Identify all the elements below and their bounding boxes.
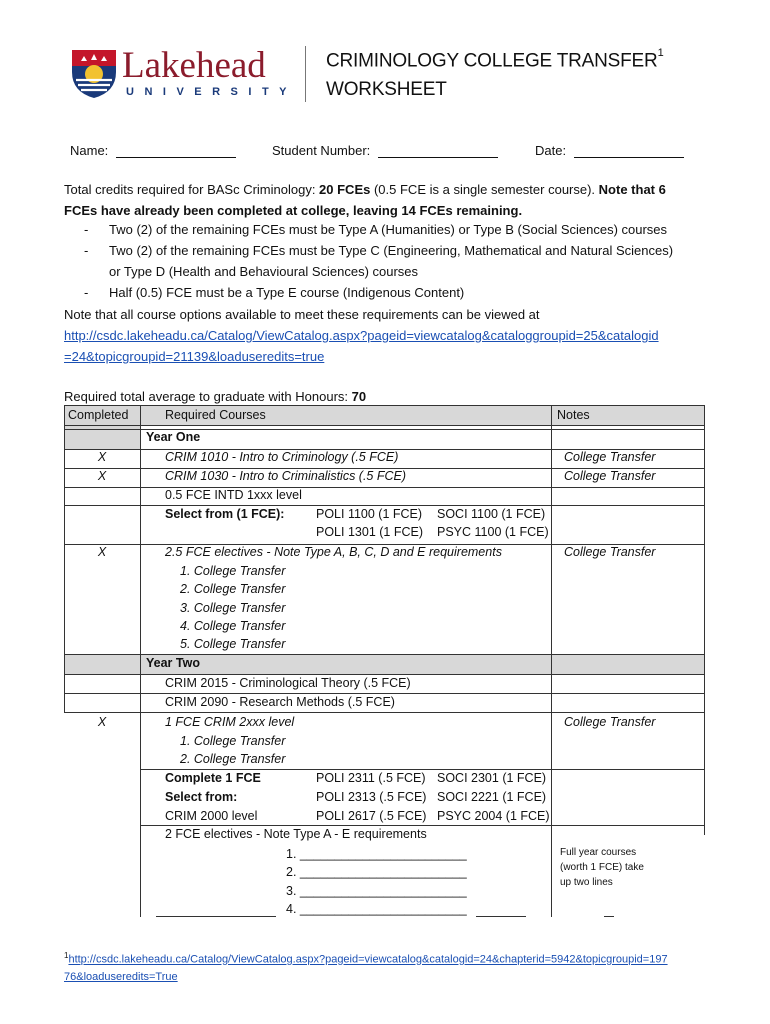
average-value: 70: [351, 389, 367, 404]
catalog-link-line1[interactable]: http://csdc.lakeheadu.ca/Catalog/ViewCatalog.aspx?pageid=viewcatalog&catalоggroupid=25&catalogid: [64, 328, 659, 343]
rule: [604, 916, 614, 917]
shield-icon: [70, 48, 118, 100]
rule: [64, 693, 705, 694]
college-transfer-item: 3. College Transfer: [180, 601, 286, 615]
logo-subtitle: UNIVERSITY: [126, 86, 298, 98]
full-year-note-line: up two lines: [560, 877, 613, 888]
college-transfer-item: 2. College Transfer: [180, 582, 286, 596]
bullet-dash: -: [84, 243, 89, 258]
col-completed: Completed: [68, 408, 129, 422]
name-blank[interactable]: [116, 143, 236, 158]
credits-text: Total credits required for BASc Criminology:: [64, 182, 320, 197]
course-table: [64, 405, 705, 917]
credits-completed-note: Note that 6: [598, 182, 666, 197]
bullet-type-ab: Two (2) of the remaining FCEs must be Type A (Humanities) or Type B (Social Sciences) courses: [109, 222, 668, 237]
course-crim2xxx: 1 FCE CRIM 2xxx level: [165, 715, 295, 729]
course-crim2090: CRIM 2090 - Research Methods (.5 FCE): [165, 695, 395, 709]
college-transfer-item: 4. College Transfer: [180, 619, 286, 633]
footnote-mark: 1: [64, 951, 69, 960]
full-year-note-line: (worth 1 FCE) take: [560, 862, 644, 873]
course-poli1100: POLI 1100 (1 FCE): [316, 507, 423, 521]
elective-blank[interactable]: 1. ________________________: [286, 847, 467, 861]
rule: [64, 487, 705, 488]
title-footnote-mark: 1: [657, 47, 664, 59]
note-college-transfer: College Transfer: [564, 715, 656, 729]
col-notes: Notes: [557, 408, 590, 422]
college-transfer-item: 1. College Transfer: [180, 564, 286, 578]
course-soci1100: SOCI 1100 (1 FCE): [437, 507, 546, 521]
select-from-label: Select from:: [165, 790, 238, 804]
average-text: Required total average to graduate with Honours:: [64, 389, 352, 404]
course-psyc1100: PSYC 1100 (1 FCE): [437, 525, 549, 539]
credits-line2: [64, 201, 522, 222]
logo-wordmark: Lakehead: [122, 45, 266, 86]
rule: [64, 405, 705, 406]
credits-note: (0.5 FCE is a single semester course).: [370, 182, 599, 197]
complete-1-fce: Complete 1 FCE: [165, 771, 261, 785]
catalog-link[interactable]: [64, 326, 659, 347]
rule: [140, 769, 705, 770]
catalog-link-line2[interactable]: =24&topicgroupid=21139&loaduseredits=true: [64, 349, 325, 364]
rule: [64, 654, 705, 655]
catalog-link-cont[interactable]: [64, 347, 324, 368]
date-field: [535, 143, 684, 158]
course-poli1301: POLI 1301 (1 FCE): [316, 525, 423, 539]
full-year-note-line: Full year courses: [560, 847, 637, 858]
course-soci2301: SOCI 2301 (1 FCE): [437, 771, 547, 785]
college-transfer-item: 1. College Transfer: [180, 734, 286, 748]
bullet-type-cd: Two (2) of the remaining FCEs must be Type C (Engineering, Mathematical and Natural Sciences): [109, 243, 674, 258]
credits-total: 20 FCEs: [319, 182, 371, 197]
date-blank[interactable]: [574, 143, 684, 158]
year-one-heading: Year One: [146, 430, 201, 444]
rule: [704, 405, 705, 835]
col-required-courses: Required Courses: [165, 408, 266, 422]
year-two-heading: Year Two: [146, 656, 200, 670]
student-number-blank[interactable]: [378, 143, 498, 158]
completed-mark[interactable]: X: [97, 715, 107, 729]
credits-remaining: FCEs have already been completed at college, leaving 14 FCEs remaining.: [64, 203, 523, 218]
college-transfer-item: 2. College Transfer: [180, 752, 286, 766]
completed-mark[interactable]: X: [97, 545, 107, 559]
rule: [64, 425, 705, 426]
course-poli2311: POLI 2311 (.5 FCE): [316, 771, 426, 785]
elective-blank[interactable]: 4. ________________________: [286, 902, 467, 916]
name-field: [70, 143, 236, 158]
footnote[interactable]: [64, 947, 668, 986]
select-from-label: Select from (1 FCE):: [165, 507, 285, 521]
rule: [551, 405, 552, 917]
bullet-type-e: Half (0.5) FCE must be a Type E course (Indigenous Content): [109, 285, 465, 300]
rule: [156, 916, 276, 917]
note-text: Note that all course options available to meet these requirements can be viewed at: [64, 307, 540, 322]
course-crim2015: CRIM 2015 - Criminological Theory (.5 FCE): [165, 676, 411, 690]
shade-y1-left: [64, 429, 140, 449]
page-subtitle: WORKSHEET: [326, 79, 447, 100]
bullet-dash: -: [84, 222, 89, 237]
rule: [64, 505, 705, 506]
course-intd: 0.5 FCE INTD 1xxx level: [165, 488, 302, 502]
completed-mark[interactable]: X: [97, 450, 107, 464]
course-crim1010: CRIM 1010 - Intro to Criminology (.5 FCE): [165, 450, 399, 464]
electives-year-two: 2 FCE electives - Note Type A - E requirements: [165, 827, 427, 841]
header-shade: [64, 405, 705, 425]
course-soci2221: SOCI 2221 (1 FCE): [437, 790, 547, 804]
name-label: Name:: [70, 143, 109, 158]
course-poli2313: POLI 2313 (.5 FCE): [316, 790, 427, 804]
student-number-label: Student Number:: [272, 143, 371, 158]
university-logo: [70, 48, 118, 100]
note-college-transfer: College Transfer: [564, 450, 656, 464]
course-crim1030: CRIM 1030 - Intro to Criminalistics (.5 FCE): [165, 469, 407, 483]
full-year-note: [560, 845, 644, 890]
completed-mark[interactable]: X: [97, 469, 107, 483]
course-poli2617: POLI 2617 (.5 FCE): [316, 809, 427, 823]
note-college-transfer: College Transfer: [564, 469, 656, 483]
student-number-field: [272, 143, 498, 158]
bullet-type-cd-cont: or Type D (Health and Behavioural Sciences) courses: [109, 264, 419, 279]
course-psyc2004: PSYC 2004 (1 FCE): [437, 809, 550, 823]
rule: [476, 916, 526, 917]
college-transfer-item: 5. College Transfer: [180, 637, 286, 651]
rule: [64, 674, 705, 675]
date-label: Date:: [535, 143, 567, 158]
rule: [140, 405, 141, 917]
bullet-dash: -: [84, 285, 89, 300]
rule: [64, 712, 705, 713]
title-line1: CRIMINOLOGY COLLEGE TRANSFER: [326, 50, 658, 72]
elective-blank[interactable]: 2. ________________________: [286, 865, 467, 879]
header-divider: [305, 46, 306, 102]
credits-line1: [64, 180, 666, 201]
electives-year-one: 2.5 FCE electives - Note Type A, B, C, D and E requirements: [165, 545, 502, 559]
footnote-link-line1[interactable]: http://csdc.lakeheadu.ca/Catalog/ViewCatalog.aspx?pageid=viewcatalog&catalogid=24&chapterid=5942&topicgroupid=197: [68, 953, 668, 966]
rule: [140, 825, 705, 826]
note-college-transfer: College Transfer: [564, 545, 656, 559]
crim-2000-level: CRIM 2000 level: [165, 809, 258, 823]
elective-blank[interactable]: 3. ________________________: [286, 884, 467, 898]
footnote-link-line2[interactable]: 76&loaduseredits=True: [64, 970, 178, 983]
page-title: [326, 47, 664, 72]
